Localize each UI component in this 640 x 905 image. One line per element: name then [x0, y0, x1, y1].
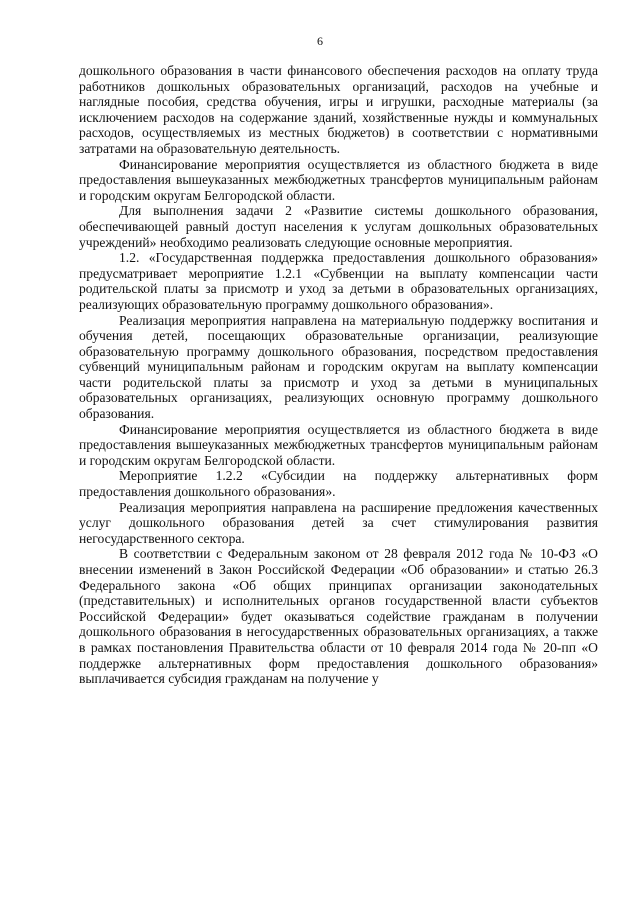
paragraph: Реализация мероприятия направлена на расширение предложения качественных услуг дошкольного образования детей за счет стимулирования развития негосударственного сектора.: [79, 499, 598, 546]
paragraph: Для выполнения задачи 2 «Развитие системы дошкольного образования, обеспечивающей равный доступ населения к услугам дошкольных образовательных учреждений» необходимо реализовать следующие основные мероприятия.: [79, 203, 598, 250]
paragraph: Мероприятие 1.2.2 «Субсидии на поддержку альтернативных форм предоставления дошкольного образования».: [79, 468, 598, 500]
paragraph: Финансирование мероприятия осуществляется из областного бюджета в виде предоставления вышеуказанных межбюджетных трансфертов муниципальным районам и городским округам Белгородской области.: [79, 421, 598, 468]
paragraph: Реализация мероприятия направлена на материальную поддержку воспитания и обучения детей, посещающих образовательные организации, реализующие образовательную программу дошкольного образования, посредством предоставления субвенций муниципальным районам и городским округам на выплату компенсации части родительской платы за присмотр и уход за детьми в муниципальных образовательных организациях, реализующих основную программу дошкольного образования.: [79, 312, 598, 422]
paragraph: Финансирование мероприятия осуществляется из областного бюджета в виде предоставления вышеуказанных межбюджетных трансфертов муниципальным районам и городским округам Белгородской области.: [79, 156, 598, 203]
paragraph: дошкольного образования в части финансового обеспечения расходов на оплату труда работников дошкольных образовательных организаций, расходов на учебные и наглядные пособия, средства обучения, игры и игрушки, расходные материалы (за исключением расходов на содержание зданий, хозяйственные нужды и коммунальных расходов, осуществляемых из местных бюджетов) в соответствии с нормативными затратами на образовательную деятельность.: [79, 63, 598, 156]
page-number: 6: [317, 34, 323, 48]
paragraph: В соответствии с Федеральным законом от 28 февраля 2012 года № 10-ФЗ «О внесении изменений в Закон Российской Федерации «Об образовании» и статью 26.3 Федерального закона «Об общих принципах организации законодательных (представительных) и исполнительных органов государственной власти субъектов Российской Федерации» будет оказываться содействие гражданам в получении дошкольного образования в негосударственных образовательных организациях, а также в рамках постановления Правительства области от 10 февраля 2014 года № 20-пп «О поддержке альтернативных форм предоставления дошкольного образования» выплачивается субсидия гражданам на получение у: [79, 546, 598, 687]
paragraph: 1.2. «Государственная поддержка предоставления дошкольного образования» предусматривает мероприятие 1.2.1 «Субвенции на выплату компенсации части родительской платы за присмотр и уход за детьми в образовательных организациях, реализующих образовательную программу дошкольного образования».: [79, 250, 598, 312]
document-body: [79, 63, 598, 687]
